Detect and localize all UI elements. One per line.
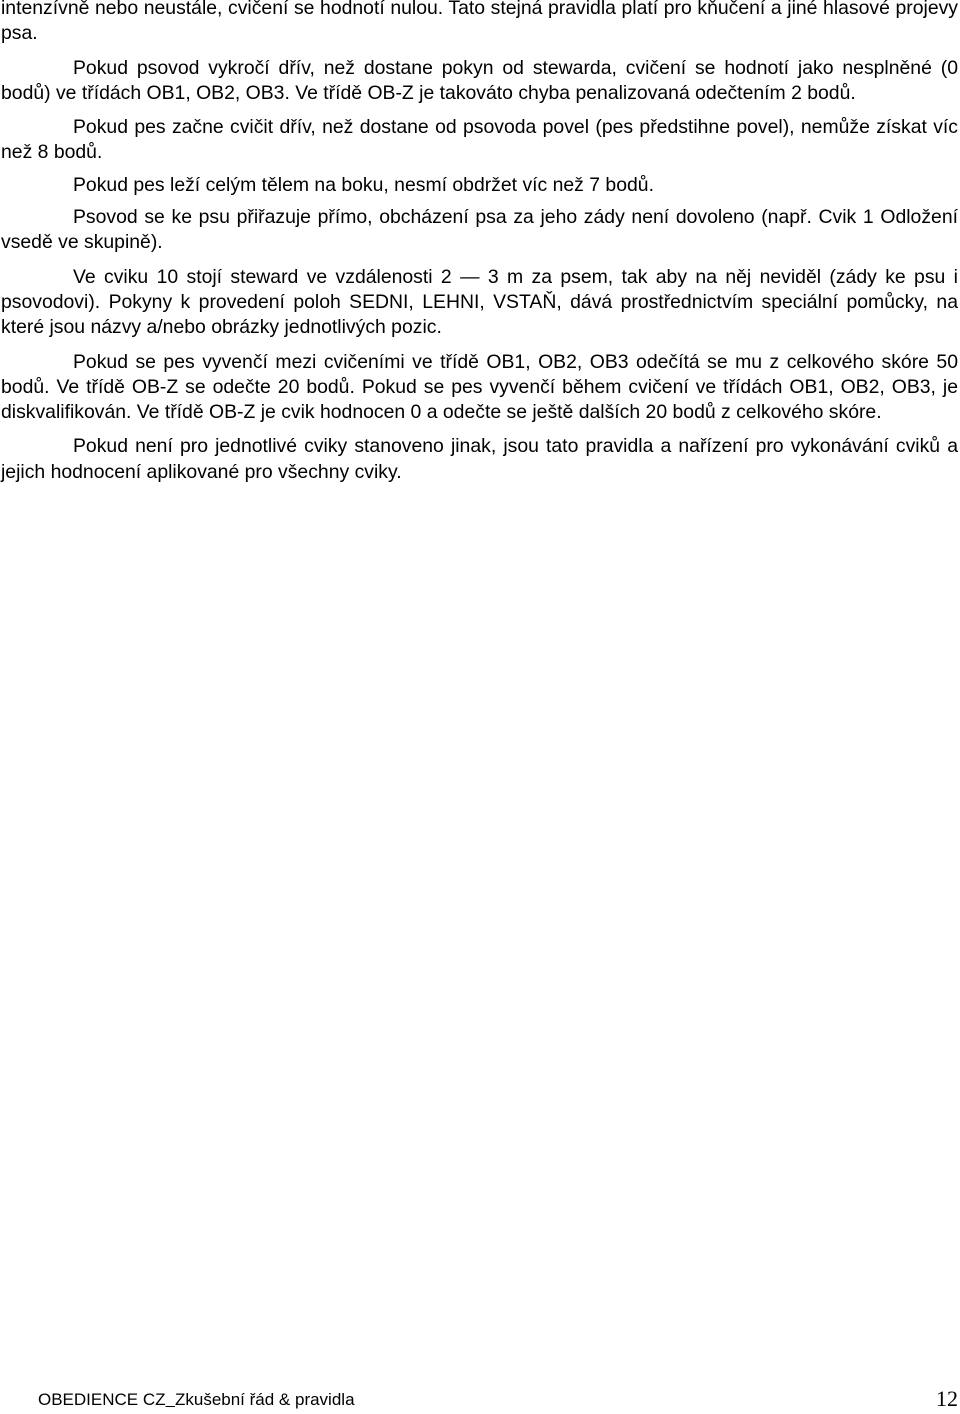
page-footer (38, 1386, 958, 1414)
footer-title (38, 1390, 355, 1410)
footer-title-right: Zkušební řád & pravidla (174, 1390, 355, 1409)
paragraph-dog-anticipates-command: Pokud pes začne cvičit dřív, než dostane od psovoda povel (pes předstihne povel), nemůže získat víc než 8 bodů. (1, 116, 958, 164)
paragraph-dog-fouling: Pokud se pes vyvenčí mezi cvičeními ve třídě OB1, OB2, OB3 odečítá se mu z celkového skóre 50 bodů. Ve třídě OB-Z se odečte 20 bodů. Pokud se pes vyvenčí během cvičení ve třídách OB1, OB2, OB3, je diskvalifikován. Ve třídě OB-Z je cvik hodnocen 0 a odečte se ještě dalších 20 bodů z celkového skóre. (1, 350, 958, 424)
page-number: 12 (936, 1386, 958, 1411)
footer-title-left: OBEDIENCE CZ (38, 1390, 166, 1409)
paragraph-dog-lying-on-side: Pokud pes leží celým tělem na boku, nesmí obdržet víc než 7 bodů. (73, 173, 654, 196)
footer-title-separator (166, 1390, 175, 1409)
paragraph-general-rules: Pokud není pro jednotlivé cviky stanoveno jinak, jsou tato pravidla a nařízení pro vykonávání cviků a jejich hodnocení aplikované pro všechny cviky. (1, 435, 958, 483)
paragraph-dog-vocalization: intenzívně nebo neustále, cvičení se hodnotí nulou. Tato stejná pravidla platí pro kňučení a jiné hlasové projevy psa. (1, 0, 958, 45)
paragraph-exercise-10-steward: Ve cviku 10 stojí steward ve vzdálenosti 2 — 3 m za psem, tak aby na něj neviděl (zády ke psu i psovodovi). Pokyny k provedení poloh SEDNI, LEHNI, VSTAŇ, dává prostřednictvím speciální pomůcky, na které jsou názvy a/nebo obrázky jednotlivých pozic. (1, 265, 958, 339)
document-body (1, 0, 958, 494)
paragraph-handler-approach: Psovod se ke psu přiřazuje přímo, obcházení psa za jeho zády není dovoleno (např. Cvik 1 Odložení vsedě ve skupině). (1, 206, 958, 254)
paragraph-handler-early-start: Pokud psovod vykročí dřív, než dostane pokyn od stewarda, cvičení se hodnotí jako nesplněné (0 bodů) ve třídách OB1, OB2, OB3. Ve třídě OB-Z je takováto chyba penalizovaná odečtením 2 bodů. (1, 56, 958, 104)
